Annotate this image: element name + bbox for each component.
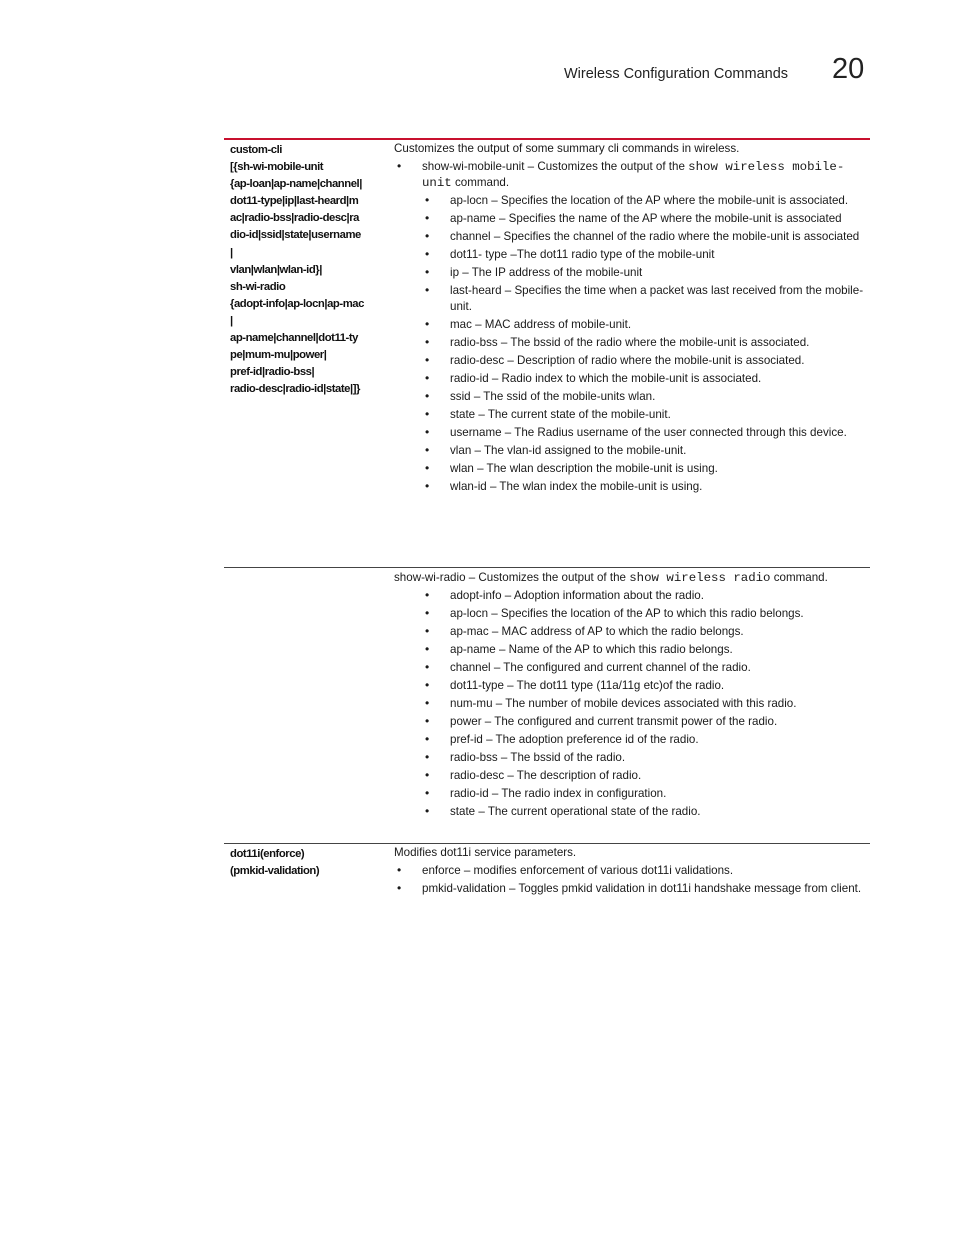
item-text: adopt-info – Adoption information about the radio. xyxy=(450,589,704,602)
bullet-icon: • xyxy=(425,425,430,439)
list-item xyxy=(394,786,864,802)
bullet-icon: • xyxy=(425,804,430,818)
list-item xyxy=(394,479,864,495)
bullet-icon: • xyxy=(425,407,430,421)
bullet-icon: • xyxy=(425,588,430,602)
syntax-line: vlan|wlan|wlan-id}| xyxy=(230,263,322,276)
description-dot11i xyxy=(394,845,864,899)
row-intro: Modifies dot11i service parameters. xyxy=(394,846,577,859)
item-text: ap-name – Specifies the name of the AP where the mobile-unit is associated xyxy=(450,212,842,225)
list-item xyxy=(394,265,864,281)
item-text: pmkid-validation – Toggles pmkid validation in dot11i handshake message from client. xyxy=(422,882,862,895)
syntax-line: | xyxy=(230,246,233,259)
list-item xyxy=(394,353,864,369)
list-item xyxy=(394,588,864,604)
list-item xyxy=(394,193,864,209)
item-text: ssid – The ssid of the mobile-units wlan. xyxy=(450,390,656,403)
row-intro xyxy=(394,570,864,586)
item-text: ip – The IP address of the mobile-unit xyxy=(450,266,643,279)
list-item xyxy=(394,696,864,712)
syntax-line: pe|mum-mu|power| xyxy=(230,349,327,362)
list-item xyxy=(394,371,864,387)
row-divider xyxy=(224,843,870,844)
item-text: username – The Radius username of the user connected through this device. xyxy=(450,426,847,439)
item-text: radio-desc – The description of radio. xyxy=(450,769,642,782)
chapter-number: 20 xyxy=(832,53,865,85)
command-syntax-dot11i xyxy=(230,846,388,880)
list-item xyxy=(394,461,864,477)
list-item xyxy=(394,211,864,227)
syntax-line: dot11-type|ip|last-heard|m xyxy=(230,195,359,208)
item-text: enforce – modifies enforcement of various dot11i validations. xyxy=(422,864,734,877)
sub-bullet-list xyxy=(394,193,864,495)
description-custom-cli xyxy=(394,141,864,497)
item-text: wlan-id – The wlan index the mobile-unit is using. xyxy=(450,480,703,493)
bullet-icon: • xyxy=(425,461,430,475)
bullet-icon: • xyxy=(425,389,430,403)
item-text: state – The current state of the mobile-unit. xyxy=(450,408,671,421)
syntax-line: {adopt-info|ap-locn|ap-mac xyxy=(230,297,364,310)
list-item xyxy=(394,863,864,879)
item-text: num-mu – The number of mobile devices associated with this radio. xyxy=(450,697,797,710)
table-top-rule xyxy=(224,138,870,140)
list-item xyxy=(394,624,864,640)
syntax-line: ac|radio-bss|radio-desc|ra xyxy=(230,212,360,225)
running-header-title: Wireless Configuration Commands xyxy=(564,66,789,82)
item-text: radio-id – The radio index in configuration. xyxy=(450,787,667,800)
item-text: state – The current operational state of the radio. xyxy=(450,805,701,818)
bullet-icon: • xyxy=(425,642,430,656)
list-item xyxy=(394,229,864,245)
bullet-icon: • xyxy=(425,283,430,297)
syntax-line: {ap-loan|ap-name|channel| xyxy=(230,178,362,191)
list-item xyxy=(394,642,864,658)
sub-bullet-list xyxy=(394,588,864,820)
item-text: power – The configured and current transmit power of the radio. xyxy=(450,715,778,728)
bullet-icon: • xyxy=(425,479,430,493)
bullet-icon: • xyxy=(425,353,430,367)
item-text: radio-desc – Description of radio where the mobile-unit is associated. xyxy=(450,354,805,367)
intro-text: command. xyxy=(770,571,828,584)
bullet-icon: • xyxy=(425,696,430,710)
bullet-icon: • xyxy=(397,881,402,895)
bullet-icon: • xyxy=(425,335,430,349)
list-item xyxy=(394,425,864,441)
item-text: wlan – The wlan description the mobile-unit is using. xyxy=(450,462,718,475)
list-item xyxy=(394,768,864,784)
list-item xyxy=(394,407,864,423)
bullet-icon: • xyxy=(425,247,430,261)
bullet-icon: • xyxy=(425,678,430,692)
item-text: ap-locn – Specifies the location of the AP where the mobile-unit is associated. xyxy=(450,194,849,207)
list-item xyxy=(394,283,864,315)
bullet-icon: • xyxy=(425,768,430,782)
item-text: ap-locn – Specifies the location of the AP to which this radio belongs. xyxy=(450,607,804,620)
list-item xyxy=(394,881,864,897)
list-item xyxy=(394,750,864,766)
bullet-icon: • xyxy=(425,714,430,728)
syntax-line: | xyxy=(230,314,233,327)
syntax-line: (pmkid-validation) xyxy=(230,865,320,878)
bullet-icon: • xyxy=(397,159,402,173)
item-text: dot11- type –The dot11 radio type of the mobile-unit xyxy=(450,248,715,261)
list-item xyxy=(394,443,864,459)
syntax-line: [{sh-wi-mobile-unit xyxy=(230,161,324,174)
list-item xyxy=(394,317,864,333)
item-text: mac – MAC address of mobile-unit. xyxy=(450,318,632,331)
list-item xyxy=(394,678,864,694)
item-text: last-heard – Specifies the time when a packet was last received from the mobile-unit. xyxy=(450,284,864,313)
bullet-icon: • xyxy=(425,193,430,207)
list-item xyxy=(394,159,864,191)
syntax-line: pref-id|radio-bss| xyxy=(230,366,315,379)
list-item xyxy=(394,247,864,263)
list-item xyxy=(394,804,864,820)
bullet-icon: • xyxy=(397,863,402,877)
syntax-line: custom-cli xyxy=(230,144,282,156)
bullet-list xyxy=(394,159,864,191)
item-text: ap-name – Name of the AP to which this radio belongs. xyxy=(450,643,733,656)
bullet-icon: • xyxy=(425,660,430,674)
intro-text: show-wi-radio – Customizes the output of the xyxy=(394,571,630,584)
bullet-icon: • xyxy=(425,443,430,457)
bullet-icon: • xyxy=(425,606,430,620)
list-item xyxy=(394,606,864,622)
bullet-icon: • xyxy=(425,624,430,638)
list-item xyxy=(394,389,864,405)
bullet-icon: • xyxy=(425,229,430,243)
item-text: radio-id – Radio index to which the mobile-unit is associated. xyxy=(450,372,762,385)
inline-code: show wireless radio xyxy=(629,571,771,585)
bullet-icon: • xyxy=(425,786,430,800)
item-text: radio-bss – The bssid of the radio where the mobile-unit is associated. xyxy=(450,336,810,349)
bullet-icon: • xyxy=(425,265,430,279)
bullet-icon: • xyxy=(425,317,430,331)
inline-code: show wireless mobile-unit xyxy=(422,160,845,190)
item-text: command. xyxy=(451,176,510,189)
command-syntax-custom-cli xyxy=(230,142,388,398)
item-text: channel – Specifies the channel of the radio where the mobile-unit is associated xyxy=(450,230,860,243)
item-text: dot11-type – The dot11 type (11a/11g etc)of the radio. xyxy=(450,679,725,692)
syntax-line: radio-desc|radio-id|state|]} xyxy=(230,383,360,396)
list-item xyxy=(394,660,864,676)
bullet-icon: • xyxy=(425,750,430,764)
item-text: pref-id – The adoption preference id of the radio. xyxy=(450,733,699,746)
syntax-line: dot11i(enforce) xyxy=(230,848,305,860)
list-item xyxy=(394,714,864,730)
item-text: ap-mac – MAC address of AP to which the radio belongs. xyxy=(450,625,744,638)
bullet-list xyxy=(394,863,864,897)
row-divider xyxy=(224,567,870,568)
bullet-icon: • xyxy=(425,732,430,746)
row-intro: Customizes the output of some summary cli commands in wireless. xyxy=(394,142,740,155)
syntax-line: ap-name|channel|dot11-ty xyxy=(230,332,358,345)
item-text: channel – The configured and current channel of the radio. xyxy=(450,661,751,674)
item-text: radio-bss – The bssid of the radio. xyxy=(450,751,626,764)
item-text: vlan – The vlan-id assigned to the mobile-unit. xyxy=(450,444,687,457)
bullet-icon: • xyxy=(425,211,430,225)
item-text: show-wi-mobile-unit – Customizes the output of the xyxy=(422,160,689,173)
syntax-line: sh-wi-radio xyxy=(230,280,286,293)
list-item xyxy=(394,335,864,351)
description-show-wi-radio xyxy=(394,570,864,822)
bullet-icon: • xyxy=(425,371,430,385)
syntax-line: dio-id|ssid|state|username xyxy=(230,229,361,242)
list-item xyxy=(394,732,864,748)
